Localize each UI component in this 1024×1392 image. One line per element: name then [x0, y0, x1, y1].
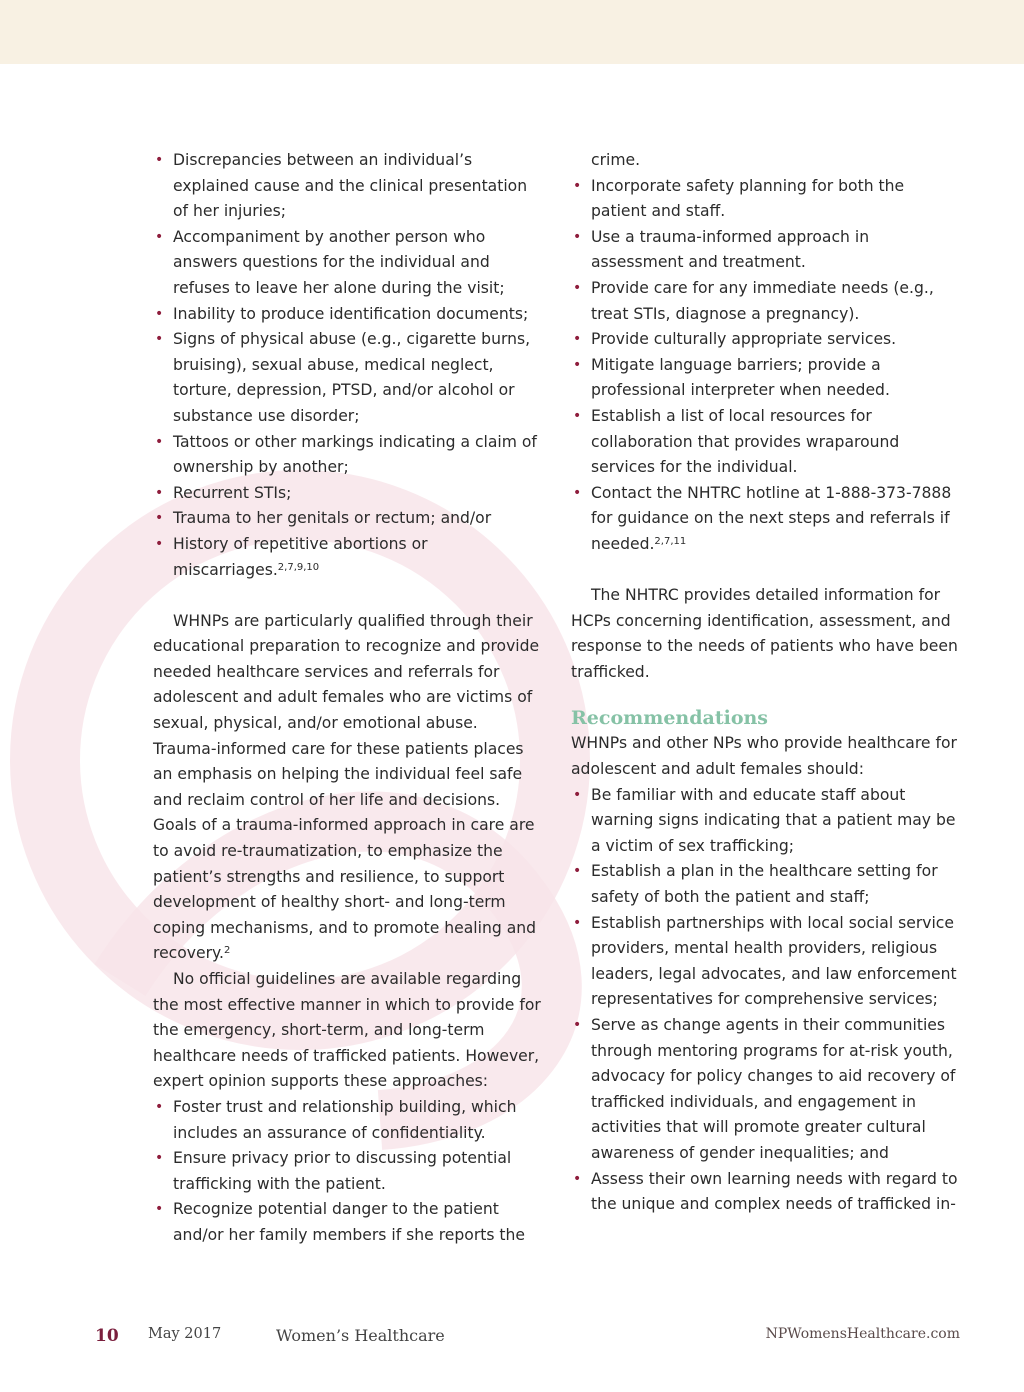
website-url: NPWomensHealthcare.com [765, 1326, 960, 1342]
list-item: • Trauma to her genitals or rectum; and/or [153, 506, 545, 532]
page-number: 10 [95, 1326, 119, 1346]
list-item: • Establish partnerships with local social service providers, mental health providers, religious leaders, legal advocates, and law enforcement representatives for comprehensive services; [571, 911, 963, 1013]
left-column [153, 148, 545, 1249]
list-item: • Serve as change agents in their communities through mentoring programs for at-risk youth, advocacy for policy changes to aid recovery of trafficked individuals, and engagement in activities that will promote greater cultural awareness of gender inequalities; and [571, 1013, 963, 1167]
list-item: • Foster trust and relationship building, which includes an assurance of confidentiality. [153, 1095, 545, 1146]
list-item: • Establish a plan in the healthcare setting for safety of both the patient and staff; [571, 859, 963, 910]
list-item: • Recurrent STIs; [153, 481, 545, 507]
list-item: • Tattoos or other markings indicating a claim of ownership by another; [153, 430, 545, 481]
body-paragraph: The NHTRC provides detailed information for HCPs concerning identification, assessment, and response to the needs of patients who have been trafficked. [571, 586, 958, 681]
list-item: • Recognize potential danger to the patient and/or her family members if she reports the [153, 1197, 545, 1248]
approaches-list-continued [571, 148, 963, 558]
section-intro: WHNPs and other NPs who provide healthcare for adolescent and adult females should: [571, 734, 957, 779]
list-item: • Use a trauma-informed approach in assessment and treatment. [571, 225, 963, 276]
list-item-text: Contact the NHTRC hotline at 1-888-373-7888 for guidance on the next steps and referrals if needed. [591, 483, 952, 553]
list-item: • Provide culturally appropriate services. [571, 327, 963, 353]
list-item: • Assess their own learning needs with regard to the unique and complex needs of trafficked in- [571, 1167, 963, 1218]
reference-superscript: 2,7,9,10 [277, 561, 320, 573]
reference-superscript: 2,7,11 [654, 535, 687, 547]
header-band [0, 0, 1024, 64]
list-item: • Accompaniment by another person who answers questions for the individual and refuses to leave her alone during the visit; [153, 225, 545, 302]
section-heading: Recommendations [571, 707, 769, 730]
list-item: • Mitigate language barriers; provide a professional interpreter when needed. [571, 353, 963, 404]
list-item-continuation: crime. [591, 151, 641, 169]
warning-signs-list [153, 148, 545, 583]
approaches-list [153, 1095, 545, 1249]
reference-superscript: 2 [223, 945, 231, 957]
list-item [571, 481, 963, 558]
body-paragraph: No official guidelines are available regarding the most effective manner in which to provide for the emergency, short-term, and long-term healthcare needs of trafficked patients. However, expert opinion supports these approaches: [153, 970, 541, 1091]
list-item: • Provide care for any immediate needs (e.g., treat STIs, diagnose a pregnancy). [571, 276, 963, 327]
list-item: • Signs of physical abuse (e.g., cigarette burns, bruising), sexual abuse, medical neglect, torture, depression, PTSD, and/or alcohol or substance use disorder; [153, 327, 545, 429]
list-item: • Inability to produce identification documents; [153, 302, 545, 328]
list-item: • Ensure privacy prior to discussing potential trafficking with the patient. [153, 1146, 545, 1197]
list-item: • Be familiar with and educate staff about warning signs indicating that a patient may be a victim of sex trafficking; [571, 783, 963, 860]
issue-date: May 2017 [148, 1326, 222, 1342]
body-paragraph [153, 609, 545, 967]
list-item: • Incorporate safety planning for both the patient and staff. [571, 174, 963, 225]
list-item-text: History of repetitive abortions or miscarriages. [173, 534, 428, 579]
right-column [571, 148, 963, 1218]
recommendations-list [571, 783, 963, 1218]
paragraph-text: WHNPs are particularly qualified through their educational preparation to recognize and provide needed healthcare services and referrals for adolescent and adult females who are victims of sexual, physical, and/or emotional abuse. Trauma-informed care for these patients places an emphasis on helping the individual feel safe and reclaim control of her life and decisions. Goals of a trauma-informed approach in care are to avoid re-traumatization, to emphasize the patient’s strengths and resilience, to support development of healthy short- and long-term coping mechanisms, and to promote healing and recovery. [153, 611, 540, 963]
list-item [153, 532, 545, 583]
journal-title: Women’s Healthcare [276, 1326, 445, 1345]
list-item: • Discrepancies between an individual’s explained cause and the clinical presentation of her injuries; [153, 148, 545, 225]
list-item: • Establish a list of local resources for collaboration that provides wraparound services for the individual. [571, 404, 963, 481]
